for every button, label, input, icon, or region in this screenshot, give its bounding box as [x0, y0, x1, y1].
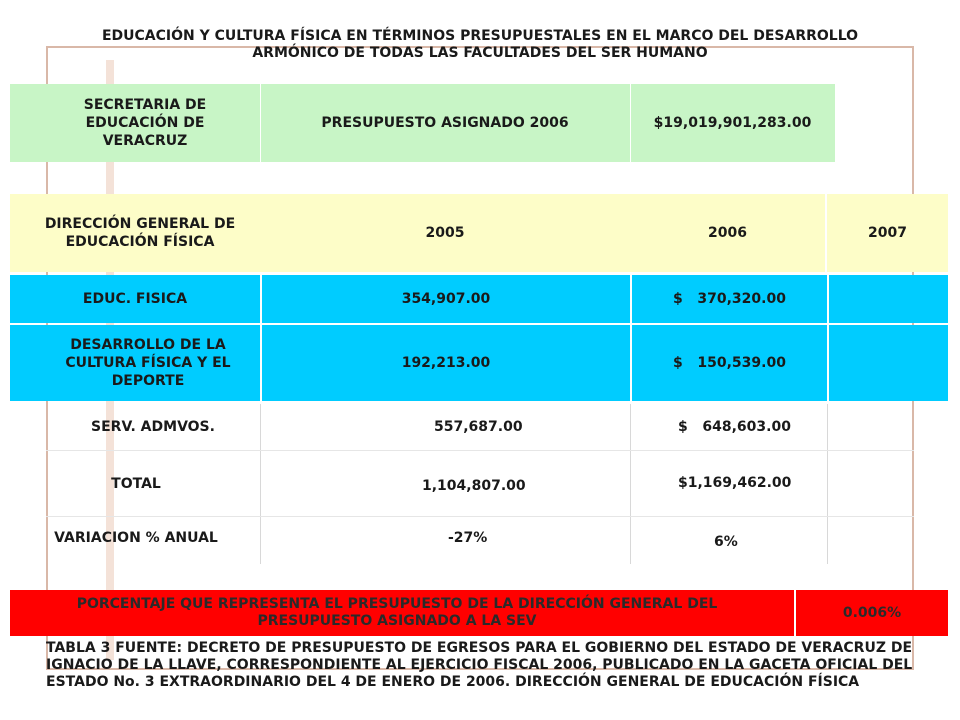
divider	[46, 450, 914, 451]
row-value-2007	[829, 275, 948, 323]
divider	[260, 84, 261, 162]
row-value-2006: $ 648,603.00	[678, 419, 791, 435]
row-value-2007	[829, 325, 948, 401]
divider	[260, 404, 261, 564]
divider	[630, 404, 631, 564]
header-2005: 2005	[260, 194, 630, 272]
row-label: EDUC. FISICA	[10, 275, 260, 323]
row-label: VARIACION % ANUAL	[54, 530, 218, 546]
row-value-2006: $ 370,320.00	[632, 275, 827, 323]
budget-entity: SECRETARIA DE EDUCACIÓN DE VERACRUZ	[10, 84, 260, 162]
row-label: TOTAL	[111, 476, 161, 492]
divider	[46, 516, 914, 517]
header-2006: 2006	[630, 194, 825, 272]
divider	[630, 84, 631, 162]
row-label: SERV. ADMVOS.	[91, 419, 215, 435]
row-value-2006: 6%	[714, 534, 738, 550]
header-entity: DIRECCIÓN GENERAL DE EDUCACIÓN FÍSICA	[10, 194, 260, 272]
row-value-2005: 557,687.00	[434, 419, 523, 435]
page-title: EDUCACIÓN Y CULTURA FÍSICA EN TÉRMINOS PRESUPUESTALES EN EL MARCO DEL DESARROLLO ARMÓNICO DE TODAS LAS FACULTADES DEL SER HUMANO	[101, 28, 859, 61]
divider	[827, 404, 828, 564]
percentage-value: 0.006%	[796, 590, 948, 636]
row-value-2005: 354,907.00	[262, 275, 630, 323]
percentage-label: PORCENTAJE QUE REPRESENTA EL PRESUPUESTO DE LA DIRECCIÓN GENERAL DEL PRESUPUESTO ASIGNADO A LA SEV	[10, 590, 794, 636]
row-value-2006: $1,169,462.00	[678, 475, 792, 491]
row-value-2006: $ 150,539.00	[632, 325, 827, 401]
row-value-2005: -27%	[448, 530, 488, 546]
budget-amount: $19,019,901,283.00	[630, 84, 835, 162]
source-note: TABLA 3 FUENTE: DECRETO DE PRESUPUESTO DE EGRESOS PARA EL GOBIERNO DEL ESTADO DE VERACRUZ DE IGNACIO DE LA LLAVE, CORRESPONDIENTE AL EJERCICIO FISCAL 2006, PUBLICADO EN LA GACETA OFICIAL DEL ESTADO No. 3 EXTRAORDINARIO DEL 4 DE ENERO DE 2006. DIRECCIÓN GENERAL DE EDUCACIÓN FÍSICA	[46, 640, 913, 690]
row-value-2005: 192,213.00	[262, 325, 630, 401]
row-value-2005: 1,104,807.00	[422, 478, 526, 494]
budget-label: PRESUPUESTO ASIGNADO 2006	[260, 84, 630, 162]
header-2007: 2007	[827, 194, 948, 272]
row-label: DESARROLLO DE LA CULTURA FÍSICA Y EL DEPORTE	[10, 325, 260, 401]
divider	[794, 590, 795, 636]
